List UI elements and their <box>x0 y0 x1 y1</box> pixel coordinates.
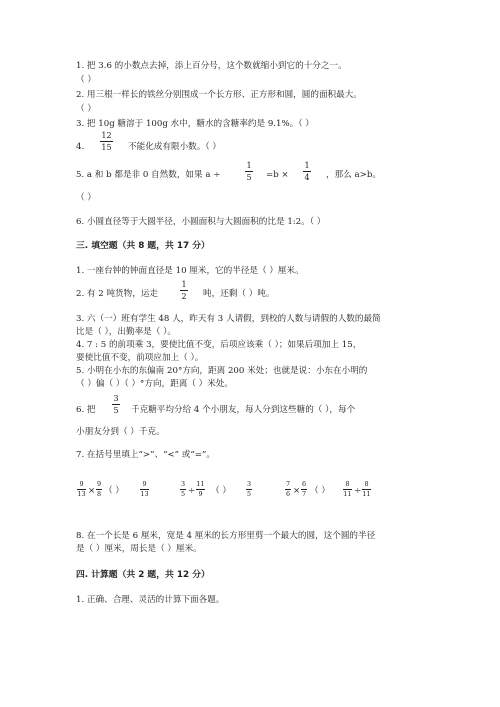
fraction <box>180 481 186 498</box>
q2-5-text-mid: =b × <box>266 170 289 180</box>
q4-1-text: 1. 正确、合理、灵活的计算下面各题。 <box>76 595 225 605</box>
q2-6-text: 6. 小圆直径等于大圆半径，小圆面积与大圆面积的比是 1:2。（ ） <box>76 217 326 227</box>
fraction <box>96 481 102 498</box>
fraction-bar <box>112 404 120 405</box>
q3-4-text-line2: 要使比值不变，前项应加上（ ）。 <box>76 353 204 363</box>
fraction-numerator: 1 <box>304 161 310 170</box>
fraction-denominator: 4 <box>304 173 310 182</box>
fraction <box>343 481 352 498</box>
q3-6-text-a: 6. 把 <box>76 405 96 415</box>
fraction-numerator: 8 <box>345 480 350 488</box>
fraction-numerator: 9 <box>79 480 84 488</box>
q3-6-text-line2: 小朋友分到（ ）千克。 <box>76 427 165 437</box>
q2-5-answer-blank[interactable]: （ ） <box>76 193 96 203</box>
fraction-numerator: 7 <box>285 480 291 488</box>
q3-5-text-line2: （ ）偏（ ）（ ）°方向，距离（ ）米处。 <box>76 379 234 389</box>
q2-2-text: 2. 用三根一样长的铁丝分别围成一个长方形、正方形和圆，圆的面积最大。 <box>76 90 362 100</box>
q3-1-text: 1. 一座台钟的钟面直径是 10 厘米，它的半径是（ ）厘米。 <box>76 266 304 276</box>
fraction-numerator: 12 <box>101 131 112 140</box>
fraction <box>77 481 86 498</box>
fraction-denominator: 2 <box>181 292 187 301</box>
fraction-denominator: 11 <box>362 490 371 498</box>
fraction-numerator: 1 <box>181 280 187 289</box>
fraction-bar <box>100 141 113 142</box>
q2-3-text: 3. 把 10g 糖溶于 100g 水中，糖水的含糖率约是 9.1%。（ ） <box>76 119 314 129</box>
q2-5-text-a: 5. a 和 b 都是非 0 自然数，如果 a ÷ <box>76 170 221 180</box>
operator: ÷ <box>354 486 362 496</box>
fraction-denominator: 13 <box>140 490 149 498</box>
q2-5-fraction-2 <box>303 161 311 182</box>
q2-1-answer-blank[interactable]: （ ） <box>76 75 96 85</box>
q2-4-fraction <box>100 131 113 152</box>
q3-6-fraction <box>112 394 120 415</box>
section-3-heading: 三. 填空题（共 8 题，共 17 分） <box>76 241 210 251</box>
fraction-denominator: 5 <box>113 406 119 415</box>
operator: × <box>88 486 96 496</box>
q2-1-text: 1. 把 3.6 的小数点去掉，添上百分号，这个数就缩小到它的十分之一。 <box>76 61 347 71</box>
q3-3-text-line2: 比是（ ），出勤率是（ ）。 <box>76 327 176 337</box>
fraction-numerator: 9 <box>96 480 102 488</box>
q2-2-answer-blank[interactable]: （ ） <box>76 104 96 114</box>
fraction <box>362 481 371 498</box>
fraction-numerator: 3 <box>180 480 186 488</box>
fraction <box>140 481 149 498</box>
fraction-bar <box>245 171 253 172</box>
section-4-heading: 四. 计算题（共 2 题，共 12 分） <box>76 570 210 580</box>
fraction <box>246 481 252 498</box>
fraction-numerator: 3 <box>113 394 119 403</box>
answer-blank[interactable]: （ ） <box>211 486 231 496</box>
fraction-denominator: 9 <box>198 490 203 498</box>
q2-5-fraction-1 <box>245 161 253 182</box>
q3-7-text: 7. 在括号里填上“>”、“<” 或“=”。 <box>76 450 215 460</box>
q2-5-text-end: ，那么 a>b。 <box>326 170 381 180</box>
q3-6-text-b: 千克糖平均分给 4 个小朋友，每人分到这些糖的（ ），每个 <box>131 405 356 415</box>
fraction <box>285 481 291 498</box>
fraction-numerator: 11 <box>196 480 205 488</box>
answer-blank[interactable]: （ ） <box>310 486 330 496</box>
q2-4-number: 4. <box>76 142 85 152</box>
fraction-denominator: 13 <box>77 490 86 498</box>
q3-4-text-line1: 4. 7 : 5 的前项乘 3，要使比值不变，后项应该乘（ ）；如果后项加上 15， <box>76 340 362 350</box>
q3-5-text-line1: 5. 小明在小东的东偏南 20°方向，距离 200 米处；也就是说：小东在小明的 <box>76 366 368 376</box>
fraction-numerator: 3 <box>246 480 252 488</box>
q3-2-text-b: 吨，还剩（ ）吨。 <box>203 289 275 299</box>
q3-3-text-line1: 3. 六（一）班有学生 48 人，昨天有 3 人请假，到校的人数与请假的人数的最简 <box>76 314 381 324</box>
fraction-denominator: 5 <box>180 490 186 498</box>
q3-2-fraction <box>180 280 188 301</box>
fraction-denominator: 5 <box>246 490 252 498</box>
fraction-numerator: 9 <box>142 480 147 488</box>
q2-4-text: 不能化成有限小数。（ ） <box>128 142 221 152</box>
fraction <box>196 481 205 498</box>
fraction-denominator: 7 <box>301 490 307 498</box>
fraction-denominator: 11 <box>343 490 352 498</box>
fraction-denominator: 15 <box>101 143 112 152</box>
fraction-denominator: 8 <box>96 490 102 498</box>
fraction-bar <box>180 290 188 291</box>
fraction <box>301 481 307 498</box>
answer-blank[interactable]: （ ） <box>104 486 124 496</box>
operator: ÷ <box>188 486 196 496</box>
operator: × <box>293 486 301 496</box>
fraction-denominator: 6 <box>285 490 291 498</box>
q3-8-text-line1: 8. 在一个长是 6 厘米，宽是 4 厘米的长方形里剪一个最大的圆，这个圆的半径 <box>76 531 376 541</box>
q3-2-text-a: 2. 有 2 吨货物，运走 <box>76 289 159 299</box>
fraction-denominator: 5 <box>246 173 252 182</box>
q3-8-text-line2: 是（ ）厘米，周长是（ ）厘米。 <box>76 544 202 554</box>
fraction-numerator: 8 <box>364 480 369 488</box>
fraction-numerator: 1 <box>246 161 252 170</box>
fraction-bar <box>303 171 311 172</box>
fraction-numerator: 6 <box>301 480 307 488</box>
